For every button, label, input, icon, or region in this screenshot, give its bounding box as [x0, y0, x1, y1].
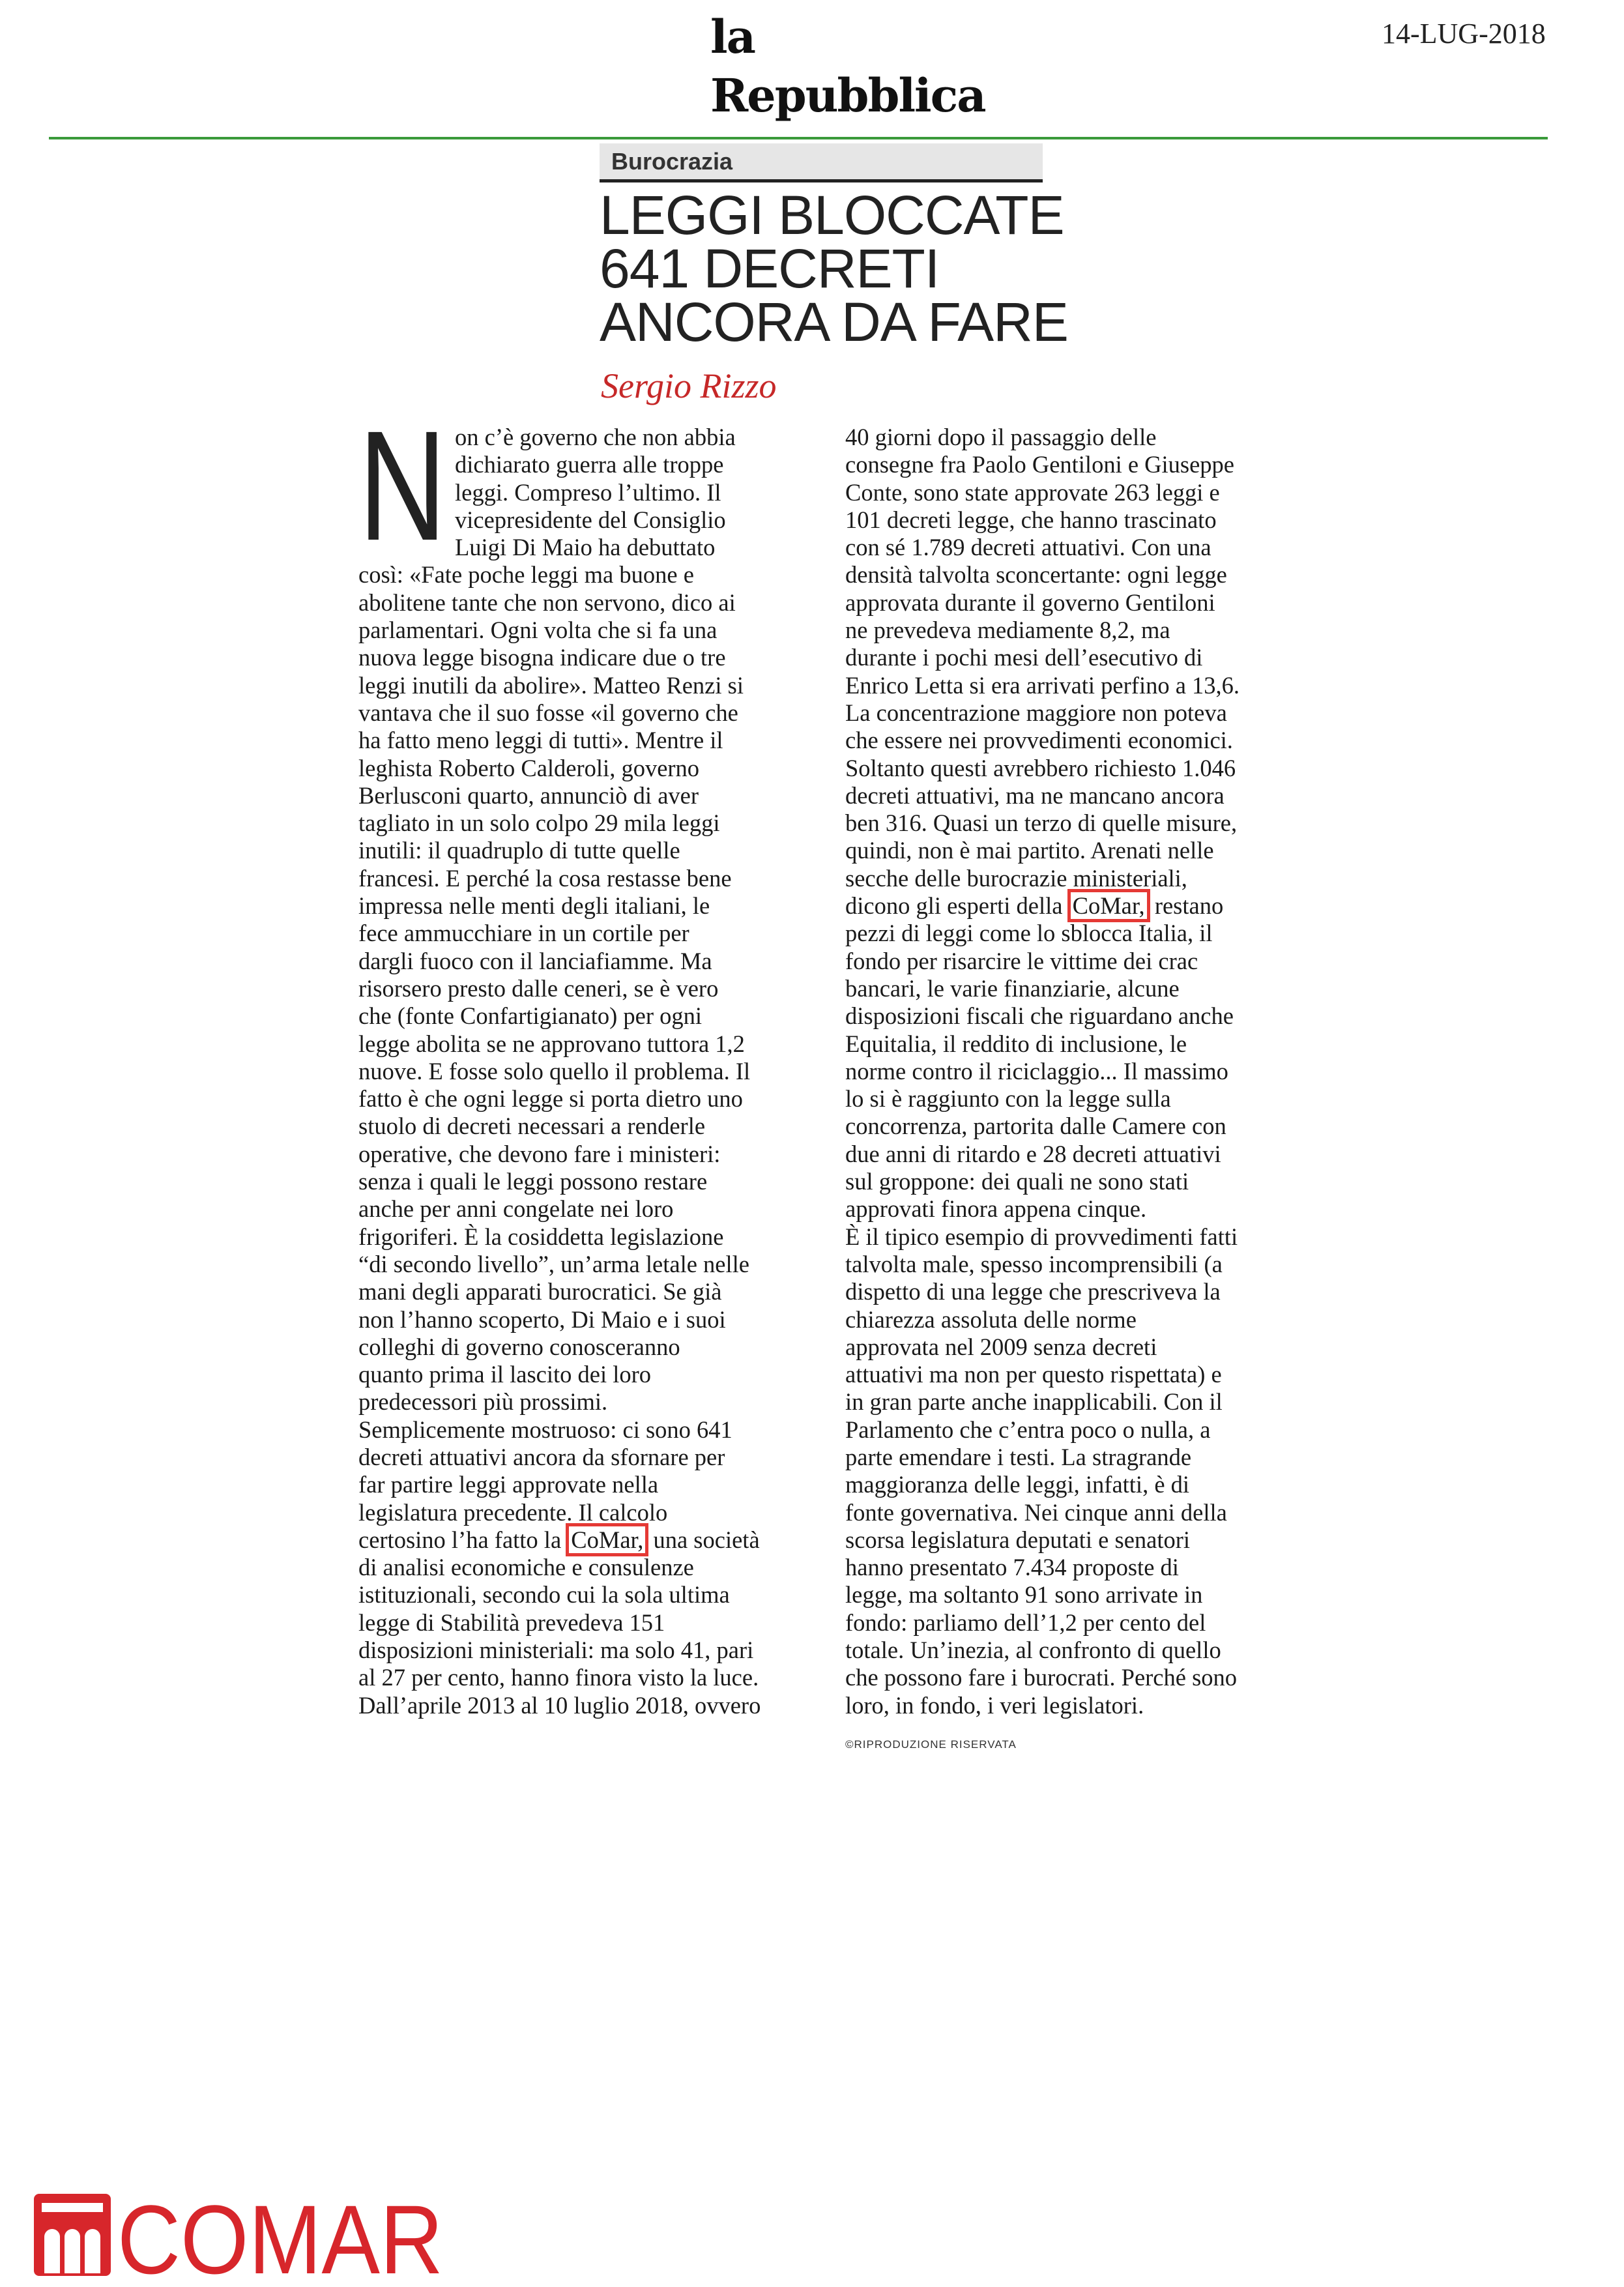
article-text-line: ne prevedeva mediamente 8,2, ma [845, 617, 1170, 644]
article-text-line: ha fatto meno leggi di tutti». Mentre il [358, 727, 723, 754]
article-text-line: “di secondo livello”, un’arma letale nelle [358, 1250, 749, 1277]
article-text-line: leggi inutili da abolire». Matteo Renzi si [358, 671, 744, 699]
article-text-line: al 27 per cento, hanno finora visto la luce. [358, 1664, 759, 1691]
article-text-line: non l’hanno scoperto, Di Maio e i suoi [358, 1305, 726, 1333]
building-arches-icon [31, 2189, 448, 2280]
article-text-line: Dall’aprile 2013 al 10 luglio 2018, ovvero [358, 1691, 761, 1719]
article-text-line: quindi, non è mai partito. Arenati nelle [845, 837, 1214, 864]
article-text-line: fonte governativa. Nei cinque anni della [845, 1498, 1227, 1526]
article-text-line: maggioranza delle leggi, infatti, è di [845, 1471, 1190, 1498]
article-text-line: di analisi economiche e consulenze [358, 1554, 694, 1581]
article-text-line: Soltanto questi avrebbero richiesto 1.046 [845, 754, 1236, 781]
article-text-line: due anni di ritardo e 28 decreti attuativi [845, 1140, 1221, 1167]
article-text-line: quanto prima il lascito dei loro [358, 1361, 652, 1388]
article-text-line: così: «Fate poche leggi ma buone e [358, 561, 694, 589]
text-segment: certosino l’ha fatto la [358, 1526, 568, 1553]
section-tag [600, 143, 1043, 182]
highlighted-mention: CoMar, [566, 1523, 648, 1556]
article-text-line: dargli fuoco con il lanciafiamme. Ma [358, 947, 712, 974]
article-text-line: sul groppone: dei quali ne sono stati [845, 1168, 1189, 1195]
article-text-line: Berlusconi quarto, annunciò di aver [358, 781, 699, 809]
article-text-line: durante i pochi mesi dell’esecutivo di [845, 644, 1203, 671]
article-text-line: che (fonte Confartigianato) per ogni [358, 1002, 703, 1030]
article-text-line: disposizioni fiscali che riguardano anche [845, 1002, 1234, 1030]
header-rule [49, 137, 1548, 139]
article-column-2 [845, 424, 1308, 1719]
article-text-line: 40 giorni dopo il passaggio delle [845, 424, 1157, 450]
article-text-line: in gran parte anche inapplicabili. Con il [845, 1388, 1223, 1416]
section-label: Burocrazia [611, 148, 733, 175]
article-text-line: legge, ma soltanto 91 sono arrivate in [845, 1581, 1203, 1609]
article-text-line: scorsa legislatura deputati e senatori [845, 1526, 1191, 1553]
article-text-line: far partire leggi approvate nella [358, 1471, 659, 1498]
article-text-line: on c’è governo che non abbia [455, 424, 736, 450]
article-text-line: lo si è raggiunto con la legge sulla [845, 1085, 1171, 1113]
article-text-line: legislatura precedente. Il calcolo [358, 1498, 668, 1526]
article-text-line: parte emendare i testi. La stragrande [845, 1443, 1192, 1470]
article-text-line: chiarezza assoluta delle norme [845, 1305, 1137, 1333]
article-text-line: bancari, le varie finanziarie, alcune [845, 974, 1180, 1002]
article-text-line: colleghi di governo conosceranno [358, 1333, 680, 1360]
article-text-line: inutili: il quadruplo di tutte quelle [358, 837, 680, 864]
article-text-line: concorrenza, partorita dalle Camere con [845, 1113, 1226, 1140]
article-text-line: stuolo di decreti necessari a renderle [358, 1113, 706, 1140]
publication-date: 14-LUG-2018 [1382, 18, 1546, 50]
headline-line: LEGGI BLOCCATE [600, 184, 1064, 246]
article-text-line: 101 decreti legge, che hanno trascinato [845, 506, 1217, 533]
article-text-line: Conte, sono state approvate 263 leggi e [845, 478, 1220, 506]
article-text-line: legge abolita se ne approvano tuttora 1,2 [358, 1030, 745, 1057]
article-text-line: norme contro il riciclaggio... Il massimo [845, 1057, 1228, 1085]
article-text-line: talvolta male, spesso incomprensibili (a [845, 1250, 1223, 1277]
article-text-line: Parlamento che c’entra poco o nulla, a [845, 1416, 1211, 1443]
article-text-line: impressa nelle menti degli italiani, le [358, 892, 710, 920]
article-text-line: decreti attuativi, ma ne mancano ancora [845, 781, 1225, 809]
article-text-line: approvati finora appena cinque. [845, 1195, 1147, 1223]
article-text-line: istituzionali, secondo cui la sola ultima [358, 1581, 730, 1609]
logo-wordmark: COMAR [117, 2189, 443, 2280]
article-text-line: mani degli apparati burocratici. Se già [358, 1278, 722, 1305]
article-text-line: dispetto di una legge che prescriveva la [845, 1278, 1221, 1305]
article-text-line: che essere nei provvedimenti economici. [845, 727, 1233, 754]
headline [600, 184, 1095, 353]
article-text-line: senza i quali le leggi possono restare [358, 1168, 708, 1195]
article-text-line: disposizioni ministeriali: ma solo 41, pari [358, 1637, 754, 1664]
article-text-line: fondo: parliamo dell’1,2 per cento del [845, 1609, 1206, 1636]
drop-cap-letter: N [358, 398, 447, 573]
article-text-line: fondo per risarcire le vittime dei crac [845, 947, 1198, 974]
article-text-line: Semplicemente mostruoso: ci sono 641 [358, 1416, 732, 1443]
article-text-line: operative, che devono fare i ministeri: [358, 1140, 721, 1167]
article-text-line: ben 316. Quasi un terzo di quelle misure, [845, 809, 1238, 837]
article-text-line: che possono fare i burocrati. Perché sono [845, 1664, 1238, 1691]
article-text-line [845, 892, 1308, 920]
text-segment: una società [647, 1526, 760, 1553]
article-text-line: totale. Un’inezia, al confronto di quello [845, 1637, 1221, 1664]
article-text-line: tagliato in un solo colpo 29 mila leggi [358, 809, 720, 837]
article-text-line: La concentrazione maggiore non poteva [845, 699, 1227, 726]
article-text-line: legge di Stabilità prevedeva 151 [358, 1609, 665, 1636]
article-text-line: francesi. E perché la cosa restasse bene [358, 864, 732, 892]
article-text-line: nuova legge bisogna indicare due o tre [358, 644, 726, 671]
article-text-line: pezzi di leggi come lo sblocca Italia, il [845, 920, 1213, 947]
article-text-line: approvata durante il governo Gentiloni [845, 589, 1215, 616]
article-text-line: nuove. E fosse solo quello il problema. Il [358, 1057, 751, 1085]
article-column-1 [358, 398, 815, 1719]
article-text-line: loro, in fondo, i veri legislatori. [845, 1691, 1144, 1719]
article-text-line: vicepresidente del Consiglio [455, 506, 726, 533]
article-text-line: È il tipico esempio di provvedimenti fatti [845, 1223, 1238, 1250]
article-text-line: predecessori più prossimi. [358, 1388, 608, 1416]
article-text-line: abolitene tante che non servono, dico ai [358, 589, 736, 616]
article-text-line: fatto è che ogni legge si porta dietro uno [358, 1085, 743, 1113]
article-text-line: approvata nel 2009 senza decreti [845, 1333, 1157, 1360]
masthead: la Repubblica [710, 10, 985, 123]
article-text-line [358, 1526, 815, 1554]
article-text-line: Enrico Letta si era arrivati perfino a 13,6. [845, 671, 1240, 699]
article-text-line: frigoriferi. È la cosiddetta legislazione [358, 1223, 724, 1250]
comar-logo [31, 2189, 448, 2280]
article-text-line: Equitalia, il reddito di inclusione, le [845, 1030, 1187, 1057]
headline-line: ANCORA DA FARE [600, 291, 1068, 353]
article-text-line: dichiarato guerra alle troppe [455, 451, 724, 478]
article-text-line: fece ammucchiare in un cortile per [358, 920, 689, 947]
article-text-line: densità talvolta sconcertante: ogni legge [845, 561, 1227, 589]
copyright-note: ©RIPRODUZIONE RISERVATA [845, 1738, 1017, 1751]
text-segment: dicono gli esperti della [845, 892, 1069, 920]
article-text-line: risorsero presto dalle ceneri, se è vero [358, 974, 719, 1002]
article-text-line: hanno presentato 7.434 proposte di [845, 1554, 1179, 1581]
article-text-line: attuativi ma non per questo rispettata) e [845, 1361, 1222, 1388]
article-text-line: Luigi Di Maio ha debuttato [455, 534, 716, 561]
article-text-line: secche delle burocrazie ministeriali, [845, 864, 1187, 892]
article-text-line: con sé 1.789 decreti attuativi. Con una [845, 534, 1211, 561]
byline: Sergio Rizzo [601, 366, 777, 405]
article-text-line: decreti attuativi ancora da sfornare per [358, 1443, 725, 1470]
article-text-line: leggi. Compreso l’ultimo. Il [455, 478, 721, 506]
highlighted-mention: CoMar, [1067, 889, 1150, 922]
headline-line: 641 DECRETI [600, 238, 940, 299]
article-text-line: consegne fra Paolo Gentiloni e Giuseppe [845, 451, 1235, 478]
article-text-line: anche per anni congelate nei loro [358, 1195, 674, 1223]
text-segment: restano [1148, 892, 1224, 920]
article-text-line: vantava che il suo fosse «il governo che [358, 699, 738, 726]
article-text-line: parlamentari. Ogni volta che si fa una [358, 617, 718, 644]
article-text-line: leghista Roberto Calderoli, governo [358, 754, 700, 781]
